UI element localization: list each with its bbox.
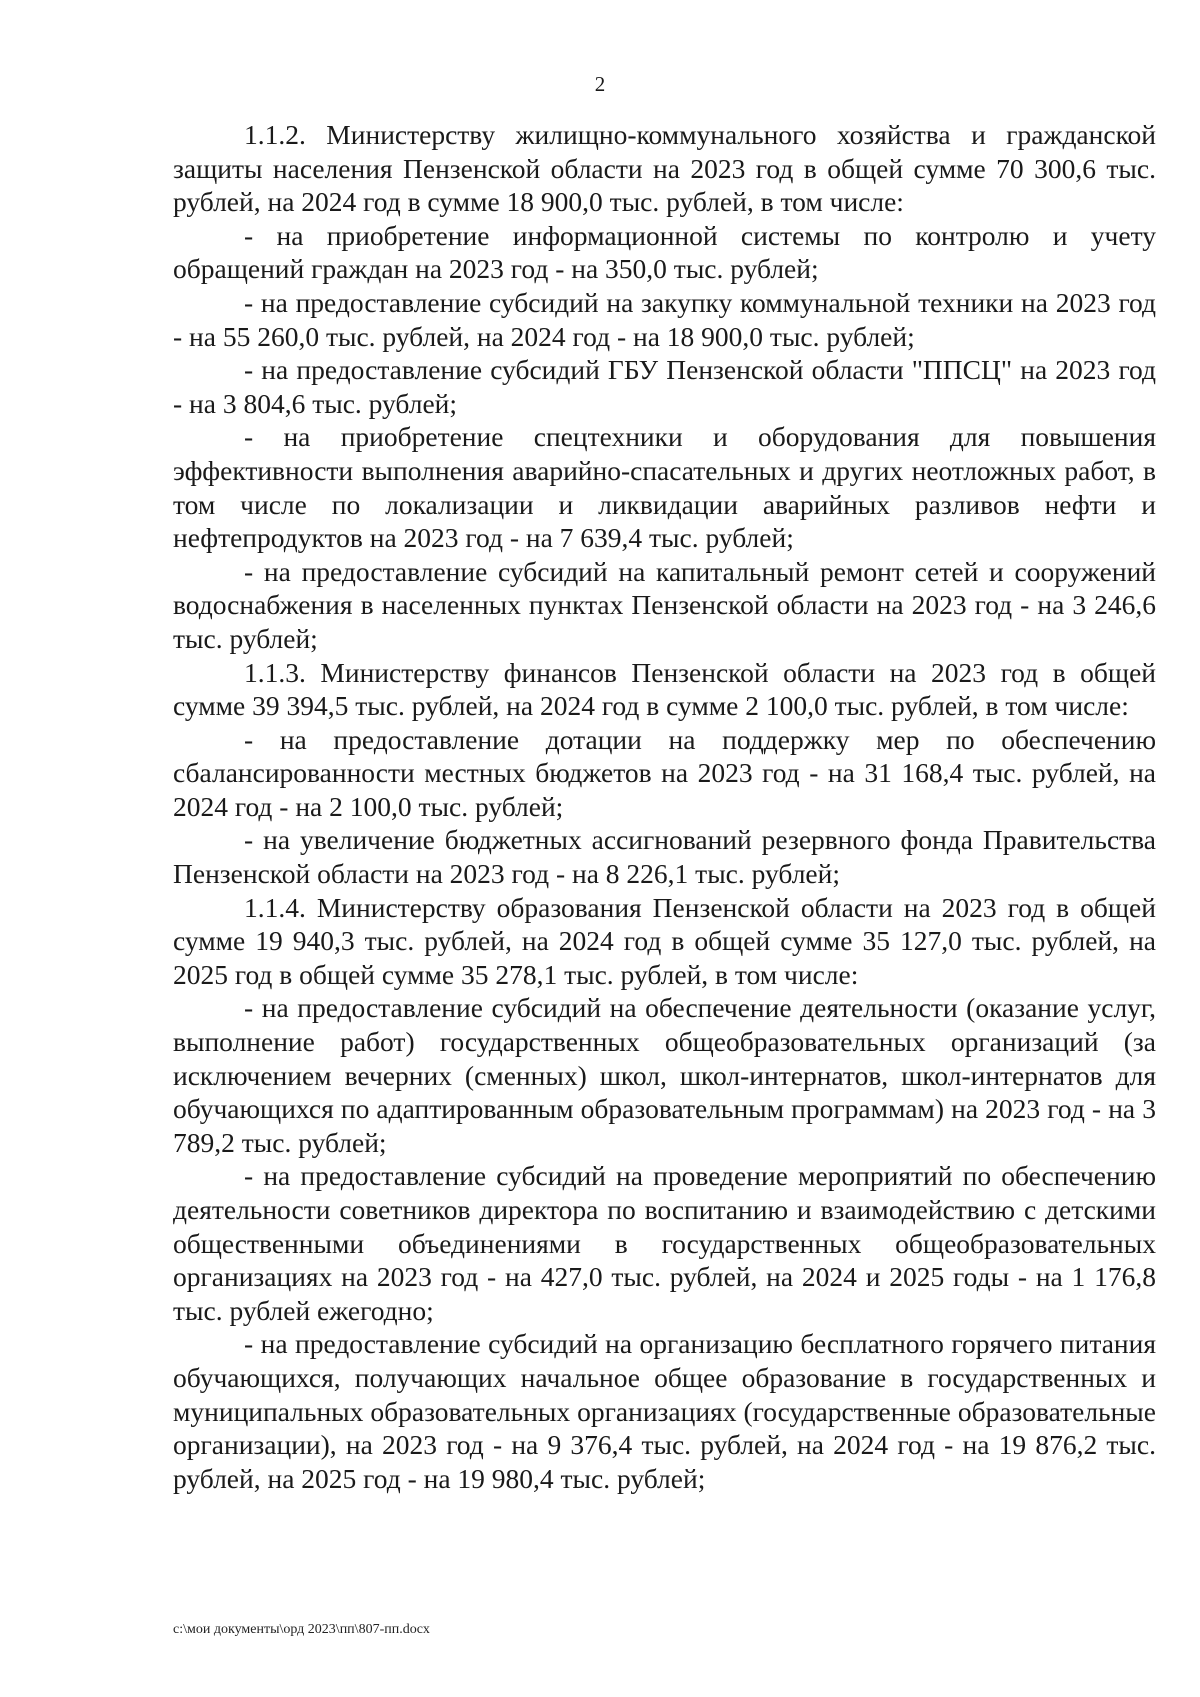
list-item-hot-meals: - на предоставление субсидий на организацию бесплатного горячего питания обучающихся, получающих начальное общее образование в государственных и муниципальных образовательных организациях (государственные образовательные организации), на 2023 год - на 9 376,4 тыс. рублей, на 2024 год - на 19 876,2 тыс. рублей, на 2025 год - на 19 980,4 тыс. рублей; [173,1328,1156,1494]
list-item-ppsc-subsidy: - на предоставление субсидий ГБУ Пензенской области "ППСЦ" на 2023 год - на 3 804,6 тыс. рублей; [173,354,1156,419]
paragraph-1-1-2: 1.1.2. Министерству жилищно-коммунального хозяйства и гражданской защиты населения Пензенской области на 2023 год в общей сумме 70 300,6 тыс. рублей, на 2024 год в сумме 18 900,0 тыс. рублей, в том числе: [173,119,1156,218]
list-item-info-system: - на приобретение информационной системы по контролю и учету обращений граждан на 2023 год - на 350,0 тыс. рублей; [173,219,1156,285]
footer-file-path: c:\мои документы\орд 2023\пп\807-пп.docx [173,1622,430,1637]
list-item-communal-vehicles: - на предоставление субсидий на закупку коммунальной техники на 2023 год - на 55 260,0 тыс. рублей, на 2024 год - на 18 900,0 тыс. рублей; [173,286,1156,352]
paragraph-1-1-3: 1.1.3. Министерству финансов Пензенской области на 2023 год в общей сумме 39 394,5 тыс. рублей, на 2024 год в сумме 2 100,0 тыс. рублей, в том числе: [173,656,1156,722]
list-item-special-equipment: - на приобретение спецтехники и оборудования для повышения эффективности выполнения аварийно-спасательных и других неотложных работ, в том числе по локализации и ликвидации аварийных разливов нефти и нефтепродуктов на 2023 год - на 7 639,4 тыс. рублей; [173,421,1156,554]
paragraph-1-1-4: 1.1.4. Министерству образования Пензенской области на 2023 год в общей сумме 19 940,3 тыс. рублей, на 2024 год в общей сумме 35 127,0 тыс. рублей, на 2025 год в общей сумме 35 278,1 тыс. рублей, в том числе: [173,891,1156,990]
document-body [173,118,1156,1495]
list-item-water-supply-repair: - на предоставление субсидий на капитальный ремонт сетей и сооружений водоснабжения в населенных пунктах Пензенской области на 2023 год - на 3 246,6 тыс. рублей; [173,555,1156,654]
list-item-reserve-fund: - на увеличение бюджетных ассигнований резервного фонда Правительства Пензенской области на 2023 год - на 8 226,1 тыс. рублей; [173,824,1156,890]
list-item-schools-activity: - на предоставление субсидий на обеспечение деятельности (оказание услуг, выполнение работ) государственных общеобразовательных организаций (за исключением вечерних (сменных) школ, школ-интернатов, школ-интернатов для обучающихся по адаптированным образовательным программам) на 2023 год - на 3 789,2 тыс. рублей; [173,992,1156,1158]
list-item-director-advisors: - на предоставление субсидий на проведение мероприятий по обеспечению деятельности советников директора по воспитанию и взаимодействию с детскими общественными объединениями в государственных общеобразовательных организациях на 2023 год - на 427,0 тыс. рублей, на 2024 и 2025 годы - на 1 176,8 тыс. рублей ежегодно; [173,1160,1156,1326]
list-item-budget-balance-grant: - на предоставление дотации на поддержку мер по обеспечению сбалансированности местных бюджетов на 2023 год - на 31 168,4 тыс. рублей, на 2024 год - на 2 100,0 тыс. рублей; [173,723,1156,822]
page-number: 2 [594,72,606,96]
